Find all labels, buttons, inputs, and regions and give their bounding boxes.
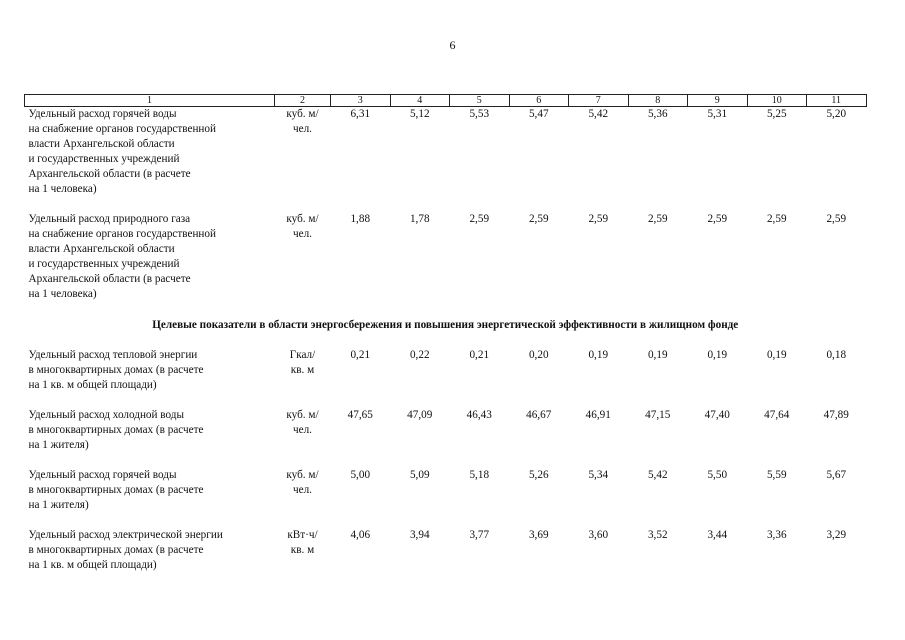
indicator-name-line: и государственных учреждений — [28, 153, 180, 165]
indicator-name-line: в многоквартирных домах (в расчете — [28, 544, 204, 556]
indicator-name — [25, 453, 275, 513]
indicator-value: 2,59 — [647, 213, 668, 225]
indicator-value: 47,65 — [347, 409, 373, 421]
header-column-number: 1 — [25, 95, 275, 107]
indicator-name-line: на 1 кв. м общей площади) — [28, 559, 157, 571]
indicator-value: 0,18 — [826, 349, 847, 361]
indicator-value: 0,19 — [766, 349, 787, 361]
indicator-value: 2,59 — [469, 213, 490, 225]
indicator-value: 46,67 — [526, 409, 552, 421]
indicator-unit-line: кв. м — [290, 364, 315, 376]
indicator-name-line: власти Архангельской области — [28, 243, 175, 255]
indicator-value: 5,09 — [409, 469, 430, 481]
indicator-name-line: на 1 человека) — [28, 288, 97, 300]
indicator-name-line: Удельный расход природного газа — [28, 213, 191, 225]
indicator-unit — [275, 453, 331, 513]
indicator-value: 2,59 — [588, 213, 609, 225]
indicator-value: 4,06 — [350, 529, 371, 541]
indicator-name-line: Удельный расход электрической энергии — [28, 529, 223, 541]
header-column-number: 3 — [331, 95, 391, 107]
indicator-name-line: в многоквартирных домах (в расчете — [28, 484, 204, 496]
indicator-unit-line: куб. м/ — [286, 469, 319, 481]
indicator-value: 2,59 — [707, 213, 728, 225]
indicator-value: 5,42 — [588, 108, 609, 120]
indicator-unit-line: куб. м/ — [286, 213, 319, 225]
indicator-name — [25, 348, 275, 393]
indicator-value: 3,77 — [469, 529, 490, 541]
indicator-value: 46,91 — [585, 409, 611, 421]
indicator-name-line: и государственных учреждений — [28, 258, 180, 270]
indicator-unit-line: чел. — [293, 484, 312, 496]
indicator-value: 2,59 — [826, 213, 847, 225]
indicator-row — [25, 453, 867, 513]
indicator-name-line: власти Архангельской области — [28, 138, 175, 150]
header-column-number: 4 — [390, 95, 450, 107]
indicator-value: 1,78 — [409, 213, 430, 225]
indicator-name-line: Удельный расход тепловой энергии — [28, 349, 198, 361]
header-column-number: 2 — [275, 95, 331, 107]
indicator-unit-line: кв. м — [290, 544, 315, 556]
header-column-number: 11 — [807, 95, 867, 107]
indicator-unit — [275, 513, 331, 573]
indicator-value: 0,19 — [588, 349, 609, 361]
indicator-value: 0,20 — [528, 349, 549, 361]
indicator-name-line: на 1 человека) — [28, 183, 97, 195]
indicator-name-line: на 1 кв. м общей площади) — [28, 379, 157, 391]
indicator-name-line: в многоквартирных домах (в расчете — [28, 424, 204, 436]
indicator-name-line: на снабжение органов государственной — [28, 228, 216, 240]
indicator-unit-line: чел. — [293, 123, 312, 135]
indicator-value: 2,59 — [528, 213, 549, 225]
indicator-row — [25, 107, 867, 198]
indicator-value: 47,15 — [645, 409, 671, 421]
indicator-unit — [275, 197, 331, 302]
indicator-value: 5,53 — [469, 108, 490, 120]
indicator-name-line: на 1 жителя) — [28, 499, 89, 511]
indicator-value: 5,25 — [766, 108, 787, 120]
header-column-number: 10 — [747, 95, 807, 107]
indicator-unit-line: чел. — [293, 424, 312, 436]
indicator-unit-line: куб. м/ — [286, 108, 319, 120]
indicator-value: 0,22 — [409, 349, 430, 361]
section-title: Целевые показатели в области энергосбережения и повышения энергетической эффективности в жилищном фонде — [152, 318, 739, 331]
indicator-row — [25, 348, 867, 393]
indicator-value: 1,88 — [350, 213, 371, 225]
indicator-value: 0,21 — [350, 349, 371, 361]
indicator-name-line: Удельный расход холодной воды — [28, 409, 184, 421]
indicator-value: 47,40 — [704, 409, 730, 421]
indicator-value: 6,31 — [350, 108, 371, 120]
indicator-name-line: Архангельской области (в расчете — [28, 273, 191, 285]
column-number-header — [25, 95, 867, 107]
indicator-name-line: на 1 жителя) — [28, 439, 89, 451]
header-column-number: 5 — [450, 95, 510, 107]
indicator-value: 5,50 — [707, 469, 728, 481]
indicator-value: 3,94 — [409, 529, 430, 541]
header-column-number: 6 — [509, 95, 569, 107]
indicator-value: 5,67 — [826, 469, 847, 481]
indicator-value: 3,60 — [588, 529, 609, 541]
indicators-table — [24, 94, 867, 573]
indicator-value: 5,31 — [707, 108, 728, 120]
indicator-name — [25, 513, 275, 573]
indicator-value: 3,36 — [766, 529, 787, 541]
indicator-row — [25, 513, 867, 573]
page-number: 6 — [449, 38, 456, 52]
indicator-value: 0,21 — [469, 349, 490, 361]
indicator-value: 3,29 — [826, 529, 847, 541]
indicator-unit — [275, 348, 331, 393]
indicator-name-line: Удельный расход горячей воды — [28, 108, 177, 120]
indicator-name-line: в многоквартирных домах (в расчете — [28, 364, 204, 376]
indicator-name — [25, 107, 275, 198]
indicator-value: 5,34 — [588, 469, 609, 481]
indicator-value: 47,09 — [407, 409, 433, 421]
indicator-value: 5,12 — [409, 108, 430, 120]
indicator-value: 5,36 — [647, 108, 668, 120]
indicator-value: 0,19 — [707, 349, 728, 361]
indicator-name-line: Удельный расход горячей воды — [28, 469, 177, 481]
indicator-name — [25, 393, 275, 453]
indicator-value: 47,64 — [764, 409, 790, 421]
indicator-name-line: на снабжение органов государственной — [28, 123, 216, 135]
header-column-number: 8 — [628, 95, 688, 107]
indicator-row — [25, 197, 867, 302]
indicator-value: 5,26 — [528, 469, 549, 481]
indicator-name — [25, 197, 275, 302]
indicator-unit-line: куб. м/ — [286, 409, 319, 421]
indicator-value: 47,89 — [823, 409, 849, 421]
indicator-value: 2,59 — [766, 213, 787, 225]
indicator-unit-line: чел. — [293, 228, 312, 240]
indicator-row — [25, 393, 867, 453]
indicator-value: 5,00 — [350, 469, 371, 481]
indicator-value: 0,19 — [647, 349, 668, 361]
indicator-value: 5,42 — [647, 469, 668, 481]
indicator-unit — [275, 107, 331, 198]
indicator-value: 5,18 — [469, 469, 490, 481]
indicator-unit-line: кВт·ч/ — [287, 529, 318, 541]
indicator-value: 3,52 — [647, 529, 668, 541]
indicator-value: 5,47 — [528, 108, 549, 120]
indicator-unit-line: Гкал/ — [289, 349, 316, 361]
indicator-value: 5,59 — [766, 469, 787, 481]
indicator-unit — [275, 393, 331, 453]
indicator-value: 3,69 — [528, 529, 549, 541]
indicator-value: 5,20 — [826, 108, 847, 120]
header-column-number: 7 — [569, 95, 629, 107]
indicator-value: 46,43 — [466, 409, 492, 421]
header-column-number: 9 — [688, 95, 748, 107]
indicator-value: 3,44 — [707, 529, 728, 541]
indicator-name-line: Архангельской области (в расчете — [28, 168, 191, 180]
